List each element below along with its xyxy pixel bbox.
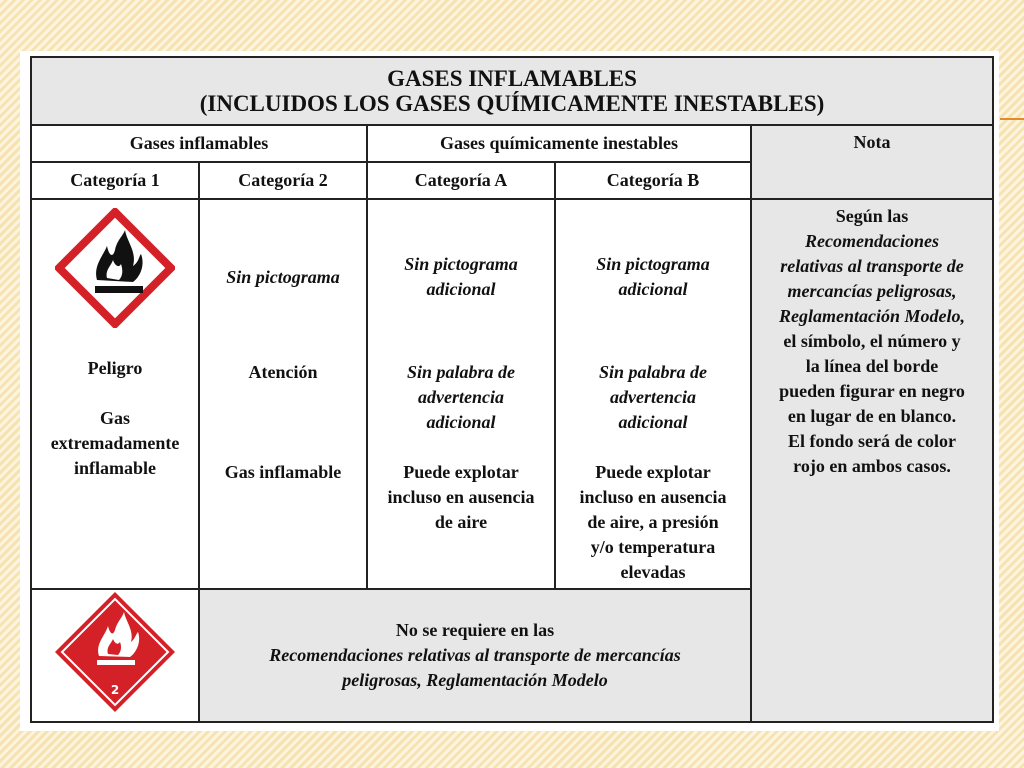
catA-hazard-line-1: Puede explotar [403, 462, 519, 482]
nota-line-5: Reglamentación Modelo, [779, 306, 965, 326]
catA-signal-line-2: advertencia [418, 387, 504, 407]
catB-pictogram-line-1: Sin pictograma [596, 254, 710, 274]
catB-hazard-line-3: de aire, a presión [587, 512, 719, 532]
cell-nota [751, 199, 993, 722]
catA-hazard-line-2: incluso en ausencia [387, 487, 535, 507]
cat1-signal-word: Peligro [87, 358, 143, 378]
cell-categoria-b [555, 199, 751, 589]
header-nota: Nota [751, 125, 993, 199]
nota-line-1: Según las [835, 206, 909, 226]
transport-flame-diamond-icon [53, 590, 177, 714]
nota-line-10: El fondo será de color [788, 431, 956, 451]
catA-signal-line-3: adicional [426, 412, 496, 432]
transport-line-2: Recomendaciones relativas al transporte de mercancías [269, 645, 681, 665]
catB-pictogram-line-2: adicional [618, 279, 688, 299]
cat1-hazard-line-1: Gas [99, 408, 130, 428]
catA-hazard-line-3: de aire [434, 512, 488, 532]
catB-hazard-line-2: incluso en ausencia [579, 487, 727, 507]
cat1-hazard-line-3: inflamable [73, 458, 156, 478]
cell-categoria-a [367, 199, 555, 589]
table-title [31, 57, 993, 125]
catB-hazard-line-1: Puede explotar [595, 462, 711, 482]
catB-hazard-line-4: y/o temperatura [590, 537, 716, 557]
catA-pictogram-line-2: adicional [426, 279, 496, 299]
cell-transport-note [199, 589, 751, 722]
title-line-2: (INCLUIDOS LOS GASES QUÍMICAMENTE INESTABLES) [199, 91, 825, 116]
flame-pictogram-icon [55, 208, 175, 328]
transport-line-1: No se requiere en las [395, 620, 555, 640]
cell-categoria-1 [31, 199, 199, 589]
nota-line-6: el símbolo, el número y [783, 331, 961, 351]
header-gases-inflamables: Gases inflamables [31, 125, 367, 162]
cell-categoria-2 [199, 199, 367, 589]
nota-line-7: la línea del borde [805, 356, 939, 376]
nota-line-11: rojo en ambos casos. [793, 456, 951, 476]
transport-line-3: peligrosas, Reglamentación Modelo [342, 670, 608, 690]
header-categoria-b: Categoría B [555, 162, 751, 199]
header-categoria-a: Categoría A [367, 162, 555, 199]
cat2-pictogram-text: Sin pictograma [226, 267, 340, 287]
hazard-table [30, 56, 994, 723]
class-number-label: 2 [110, 683, 120, 697]
catA-signal-line-1: Sin palabra de [406, 362, 516, 382]
catB-hazard-line-5: elevadas [620, 562, 686, 582]
header-categoria-1: Categoría 1 [31, 162, 199, 199]
cat2-signal-word: Atención [248, 362, 318, 382]
cat2-hazard: Gas inflamable [224, 462, 342, 482]
decorative-accent-line [1000, 118, 1024, 120]
header-categoria-2: Categoría 2 [199, 162, 367, 199]
header-gases-quimicamente-inestables: Gases químicamente inestables [367, 125, 751, 162]
catB-signal-line-3: adicional [618, 412, 688, 432]
catB-signal-line-1: Sin palabra de [598, 362, 708, 382]
nota-line-4: mercancías peligrosas, [787, 281, 957, 301]
catA-pictogram-line-1: Sin pictograma [404, 254, 518, 274]
nota-line-9: en lugar de en blanco. [787, 406, 957, 426]
nota-line-2: Recomendaciones [805, 231, 939, 251]
nota-line-8: pueden figurar en negro [779, 381, 965, 401]
catB-signal-line-2: advertencia [610, 387, 696, 407]
cat1-hazard-line-2: extremadamente [50, 433, 180, 453]
nota-line-3: relativas al transporte de [780, 256, 964, 276]
cell-transport-pictogram [31, 589, 199, 722]
title-line-1: GASES INFLAMABLES [387, 66, 637, 91]
